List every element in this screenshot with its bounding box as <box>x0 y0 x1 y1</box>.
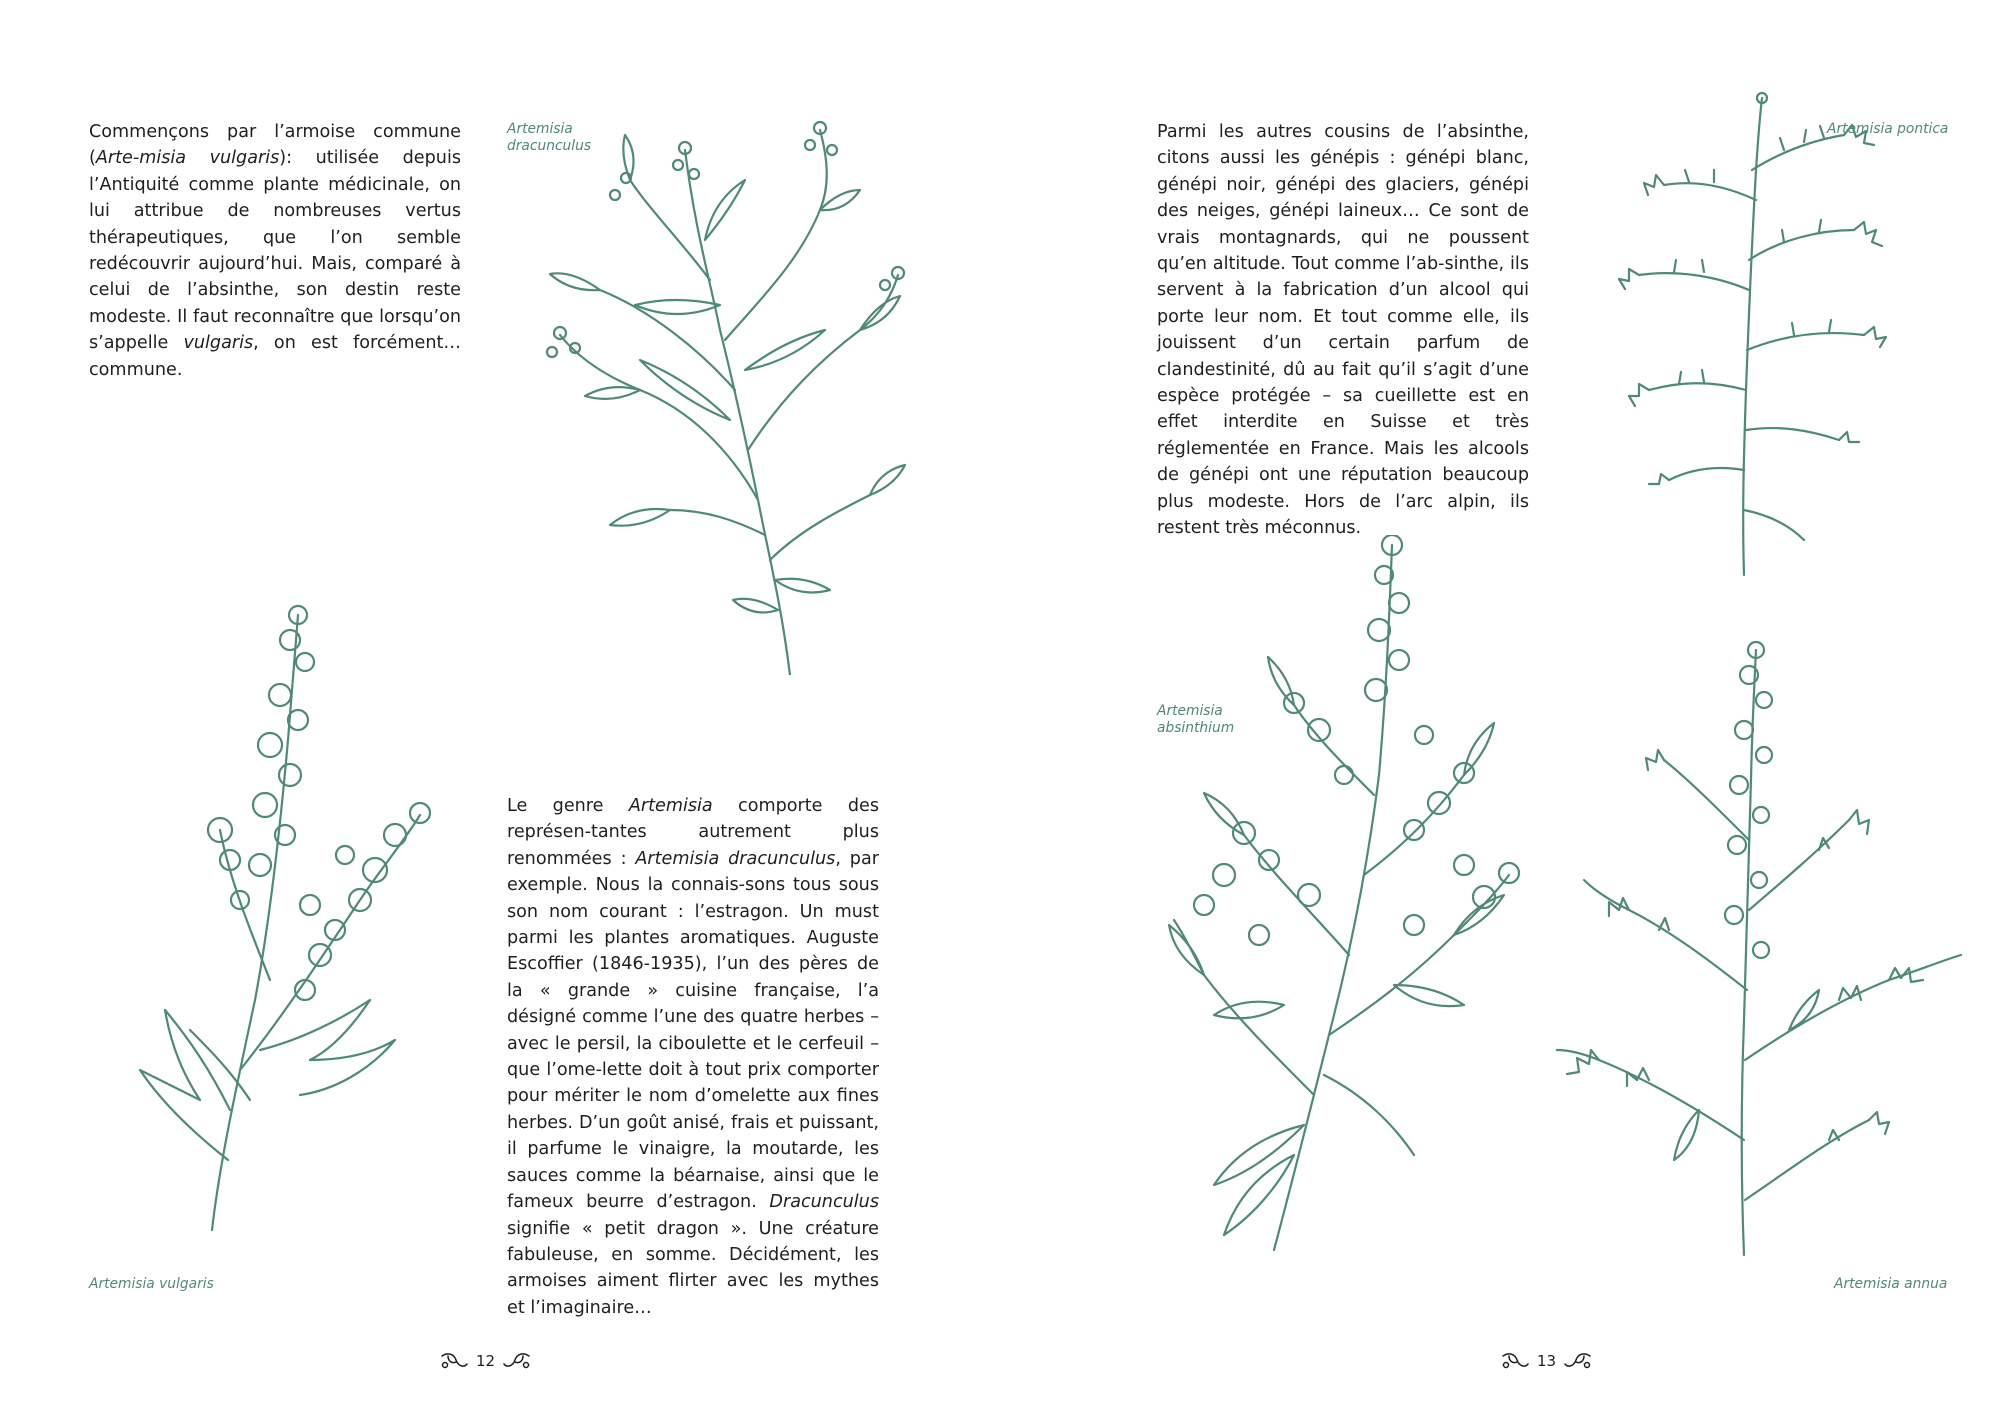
floral-flourish-icon <box>503 1350 531 1372</box>
illustration-artemisia-dracunculus <box>520 90 910 675</box>
paragraph-artemisia-genre <box>507 793 879 1321</box>
caption-line: Artemisia <box>507 121 573 137</box>
caption-artemisia-annua <box>1834 1276 1947 1293</box>
caption-line: dracunculus <box>507 138 592 154</box>
text-run: ): utilisée depuis l’Antiquité comme plante médicinale, on lui attribue de nombreuses vertus thérapeutiques, que l’on semble redécouvrir aujourd’hui. Mais, comparé à celui de l’absinthe, son destin reste modeste. Il faut reconnaître que lorsqu’on s’appelle <box>89 148 461 354</box>
page-number: 12 <box>476 1352 496 1370</box>
italic-run: Dracunculus <box>769 1192 879 1213</box>
italic-run: vulgaris <box>183 333 254 354</box>
caption-line: Artemisia <box>1157 703 1223 719</box>
floral-flourish-icon <box>1501 1350 1529 1372</box>
caption-line: Artemisia vulgaris <box>89 1276 214 1292</box>
illustration-artemisia-annua <box>1549 640 1969 1260</box>
text-run: , par exemple. Nous la connais-sons tous sous son nom courant : l’estragon. Un must parmi les plantes aromatiques. Auguste Escoffier (1846-1935), l’un des pères de la « grande » cuisine française, l’a désigné comme l’une des quatre herbes – avec le persil, la ciboulette et le cerfeuil – que l’ome-lette doit à tout prix comporter pour mériter le nom d’omelette aux fines herbes. D’un goût anisé, frais et puissant, il parfume le vinaigre, la moutarde, les sauces comme la béarnaise, ainsi que le fameux beurre d’estragon. <box>507 848 879 1213</box>
text-run: Commençons par l’armoise commune ( <box>89 122 461 169</box>
caption-line: Artemisia pontica <box>1827 121 1949 137</box>
text-run: comporte des représen-tantes autrement plus renommées : <box>507 796 879 869</box>
page-number: 13 <box>1537 1352 1557 1370</box>
caption-artemisia-vulgaris <box>89 1276 214 1293</box>
illustration-artemisia-absinthium <box>1164 535 1524 1255</box>
italic-run: Artemisia <box>628 796 713 816</box>
caption-line: absinthium <box>1157 720 1235 736</box>
italic-run: Artemisia dracunculus <box>635 848 836 869</box>
paragraph-armoise-commune <box>89 119 461 383</box>
illustration-artemisia-vulgaris <box>120 600 440 1240</box>
text-run: signifie « petit dragon ». Une créature fabuleuse, en somme. Décidément, les armoises aiment flirter avec les mythes et l’imaginaire… <box>507 1218 879 1318</box>
folio-left <box>440 1347 531 1375</box>
folio-right <box>1501 1347 1592 1375</box>
floral-flourish-icon <box>1564 1350 1592 1372</box>
illustration-artemisia-pontica <box>1584 90 1904 580</box>
paragraph-genepis: Parmi les autres cousins de l’absinthe, citons aussi les génépis : génépi blanc, génépi noir, génépi des glaciers, génépi des neiges, génépi laineux… Ce sont de vrais montagnards, qui ne poussent qu’en altitude. Tout comme l’ab-sinthe, ils servent à la fabrication d’un alcool qui porte leur nom. Et tout comme elle, ils jouissent d’un certain parfum de clandestinité, dû au fait qu’il s’agit d’une espèce protégée – sa cueillette est en effet interdite en Suisse et très réglementée en France. Mais les alcools de génépi ont une réputation beaucoup plus modeste. Hors de l’arc alpin, ils restent très méconnus. <box>1157 122 1529 539</box>
text-run: Le genre <box>507 796 629 816</box>
caption-line: Artemisia annua <box>1834 1276 1948 1292</box>
right-page <box>1004 0 2008 1417</box>
floral-flourish-icon <box>440 1350 468 1372</box>
text-run: , on est forcément… commune. <box>89 333 461 380</box>
italic-run: Arte-misia vulgaris <box>95 148 280 169</box>
